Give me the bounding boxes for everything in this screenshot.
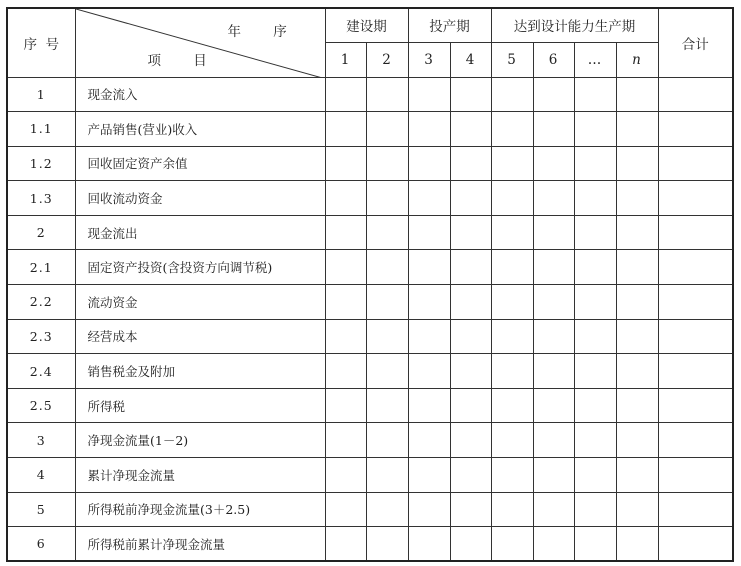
data-cell: [574, 354, 616, 389]
header-full-capacity-phase: 达到设计能力生产期: [491, 8, 658, 42]
data-cell: [408, 215, 450, 250]
data-cell: [366, 285, 408, 320]
table-row: [7, 285, 733, 320]
data-cell: [325, 388, 366, 423]
row-number: 1.1: [7, 112, 75, 147]
row-number: 1.3: [7, 181, 75, 216]
total-cell: [658, 215, 733, 250]
data-cell: [325, 181, 366, 216]
table-row: [7, 527, 733, 562]
data-cell: [491, 181, 533, 216]
data-cell: [616, 112, 658, 147]
data-cell: [450, 319, 491, 354]
data-cell: [491, 77, 533, 112]
cash-flow-table: [6, 7, 734, 562]
data-cell: [408, 250, 450, 285]
data-cell: [408, 492, 450, 527]
data-cell: [616, 458, 658, 493]
data-cell: [408, 354, 450, 389]
data-cell: [574, 146, 616, 181]
table-row: [7, 77, 733, 112]
data-cell: [616, 319, 658, 354]
header-startup-phase: 投产期: [408, 8, 491, 42]
data-cell: [491, 388, 533, 423]
total-cell: [658, 77, 733, 112]
data-cell: [450, 146, 491, 181]
table-row: [7, 250, 733, 285]
period-cell: 3: [408, 42, 450, 77]
data-cell: [533, 354, 574, 389]
data-cell: [574, 527, 616, 562]
header-diagonal-cell: [75, 8, 325, 77]
data-cell: [533, 77, 574, 112]
data-cell: [491, 458, 533, 493]
data-cell: [450, 527, 491, 562]
row-number: 2.5: [7, 388, 75, 423]
period-cell: 6: [533, 42, 574, 77]
data-cell: [533, 112, 574, 147]
row-item: 销售税金及附加: [75, 354, 325, 389]
table-row: [7, 388, 733, 423]
row-item: 经营成本: [75, 319, 325, 354]
data-cell: [408, 112, 450, 147]
data-cell: [491, 319, 533, 354]
data-cell: [325, 285, 366, 320]
data-cell: [533, 492, 574, 527]
data-cell: [574, 112, 616, 147]
data-cell: [450, 354, 491, 389]
data-cell: [491, 285, 533, 320]
data-cell: [450, 458, 491, 493]
data-cell: [408, 458, 450, 493]
data-cell: [325, 423, 366, 458]
data-cell: [450, 388, 491, 423]
data-cell: [533, 181, 574, 216]
data-cell: [491, 146, 533, 181]
data-cell: [574, 215, 616, 250]
header-item-label: 项 目: [147, 53, 221, 69]
total-cell: [658, 146, 733, 181]
data-cell: [533, 423, 574, 458]
data-cell: [616, 388, 658, 423]
data-cell: [533, 285, 574, 320]
row-number: 2.2: [7, 285, 75, 320]
header-seq-label: 序 号: [23, 36, 60, 53]
row-item: 净现金流量(1－2): [75, 423, 325, 458]
header-total: 合计: [658, 8, 733, 77]
data-cell: [366, 146, 408, 181]
period-cell: 4: [450, 42, 491, 77]
row-number: 4: [7, 458, 75, 493]
data-cell: [325, 215, 366, 250]
data-cell: [408, 77, 450, 112]
data-cell: [491, 492, 533, 527]
data-cell: [491, 423, 533, 458]
data-cell: [450, 285, 491, 320]
data-cell: [408, 423, 450, 458]
data-cell: [533, 388, 574, 423]
table-row: [7, 319, 733, 354]
period-cell: 5: [491, 42, 533, 77]
table-row: [7, 492, 733, 527]
data-cell: [616, 423, 658, 458]
row-item: 累计净现金流量: [75, 458, 325, 493]
data-cell: [450, 423, 491, 458]
total-cell: [658, 423, 733, 458]
data-cell: [450, 215, 491, 250]
period-cell: n: [616, 42, 658, 77]
total-cell: [658, 285, 733, 320]
row-number: 2.3: [7, 319, 75, 354]
data-cell: [533, 319, 574, 354]
data-cell: [366, 423, 408, 458]
data-cell: [325, 492, 366, 527]
data-cell: [533, 527, 574, 562]
total-cell: [658, 250, 733, 285]
data-cell: [366, 112, 408, 147]
row-item: 所得税: [75, 388, 325, 423]
row-item: 流动资金: [75, 285, 325, 320]
row-number: 2.4: [7, 354, 75, 389]
total-cell: [658, 319, 733, 354]
data-cell: [616, 492, 658, 527]
data-cell: [325, 77, 366, 112]
data-cell: [491, 215, 533, 250]
data-cell: [574, 458, 616, 493]
data-cell: [325, 354, 366, 389]
row-item: 回收固定资产余值: [75, 146, 325, 181]
data-cell: [574, 250, 616, 285]
data-cell: [366, 319, 408, 354]
data-cell: [616, 146, 658, 181]
row-number: 6: [7, 527, 75, 562]
data-cell: [408, 285, 450, 320]
data-cell: [533, 458, 574, 493]
data-cell: [325, 319, 366, 354]
data-cell: [325, 146, 366, 181]
period-cell: 1: [325, 42, 366, 77]
data-cell: [366, 492, 408, 527]
row-item: 回收流动资金: [75, 181, 325, 216]
data-cell: [366, 388, 408, 423]
row-item: 所得税前净现金流量(3＋2.5): [75, 492, 325, 527]
data-cell: [574, 77, 616, 112]
data-cell: [574, 285, 616, 320]
data-cell: [491, 527, 533, 562]
data-cell: [616, 354, 658, 389]
table-row: [7, 215, 733, 250]
data-cell: [533, 250, 574, 285]
data-cell: [491, 354, 533, 389]
total-cell: [658, 458, 733, 493]
row-item: 产品销售(营业)收入: [75, 112, 325, 147]
data-cell: [408, 181, 450, 216]
header-year-label: 年 序: [227, 24, 301, 40]
data-cell: [408, 388, 450, 423]
data-cell: [366, 181, 408, 216]
row-number: 2.1: [7, 250, 75, 285]
data-cell: [366, 250, 408, 285]
data-cell: [366, 527, 408, 562]
data-cell: [450, 250, 491, 285]
period-cell: 2: [366, 42, 408, 77]
table-row: [7, 112, 733, 147]
data-cell: [366, 215, 408, 250]
table-row: [7, 354, 733, 389]
data-cell: [616, 181, 658, 216]
data-cell: [616, 215, 658, 250]
data-cell: [450, 77, 491, 112]
data-cell: [574, 388, 616, 423]
total-cell: [658, 112, 733, 147]
data-cell: [450, 492, 491, 527]
header-seq-cell: [7, 8, 75, 77]
data-cell: [491, 250, 533, 285]
data-cell: [616, 250, 658, 285]
data-cell: [533, 146, 574, 181]
data-cell: [616, 77, 658, 112]
data-cell: [325, 250, 366, 285]
total-cell: [658, 181, 733, 216]
data-cell: [450, 112, 491, 147]
header-construction-phase: 建设期: [325, 8, 408, 42]
row-item: 固定资产投资(含投资方向调节税): [75, 250, 325, 285]
data-cell: [491, 112, 533, 147]
data-cell: [366, 354, 408, 389]
data-cell: [574, 492, 616, 527]
data-cell: [408, 146, 450, 181]
row-item: 现金流入: [75, 77, 325, 112]
data-cell: [574, 181, 616, 216]
data-cell: [408, 319, 450, 354]
data-cell: [574, 319, 616, 354]
table-row: [7, 423, 733, 458]
data-cell: [325, 527, 366, 562]
row-number: 1: [7, 77, 75, 112]
row-item: 所得税前累计净现金流量: [75, 527, 325, 562]
total-cell: [658, 492, 733, 527]
table-row: [7, 146, 733, 181]
row-number: 1.2: [7, 146, 75, 181]
data-cell: [574, 423, 616, 458]
table-row: [7, 181, 733, 216]
data-cell: [325, 112, 366, 147]
data-cell: [616, 285, 658, 320]
data-cell: [366, 458, 408, 493]
total-cell: [658, 354, 733, 389]
data-cell: [325, 458, 366, 493]
data-cell: [408, 527, 450, 562]
row-item: 现金流出: [75, 215, 325, 250]
data-cell: [366, 77, 408, 112]
row-number: 3: [7, 423, 75, 458]
data-cell: [450, 181, 491, 216]
total-cell: [658, 388, 733, 423]
row-number: 2: [7, 215, 75, 250]
total-cell: [658, 527, 733, 562]
period-cell: …: [574, 42, 616, 77]
table-row: [7, 458, 733, 493]
row-number: 5: [7, 492, 75, 527]
data-cell: [533, 215, 574, 250]
data-cell: [616, 527, 658, 562]
